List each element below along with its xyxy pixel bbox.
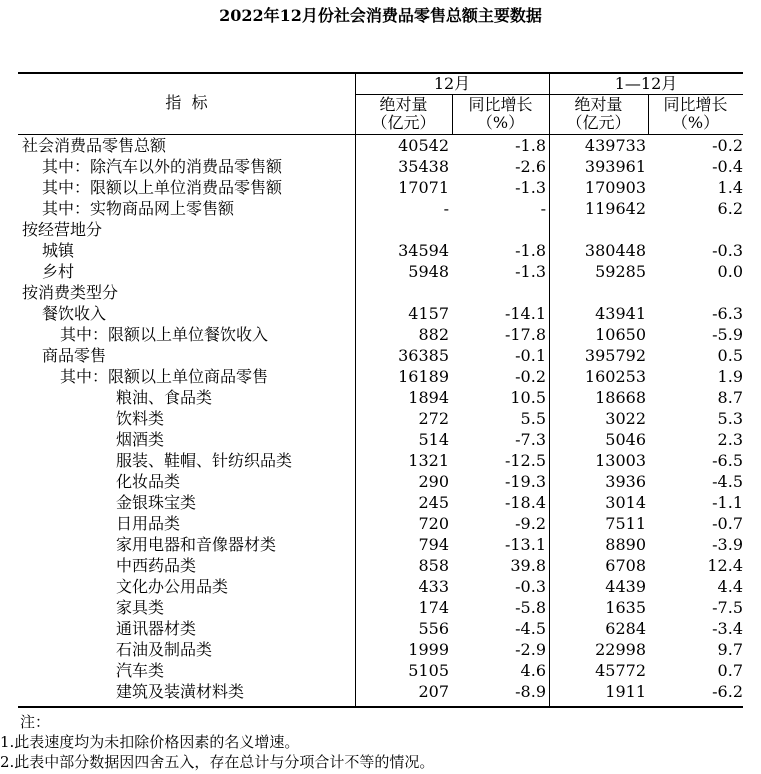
month-yoy-value: -19.3 [504, 472, 546, 491]
ytd-abs-value: 4439 [605, 577, 646, 596]
table-bottom-rule [18, 706, 743, 708]
ytd-abs-value: 45772 [595, 661, 646, 680]
month-abs-value: 5105 [408, 661, 449, 680]
ytd-yoy-value: -6.3 [712, 304, 743, 323]
month-abs-header-line1: 绝对量 [379, 95, 428, 114]
row-label: 烟酒类 [116, 430, 165, 449]
row-label: 石油及制品类 [116, 640, 213, 659]
ytd-abs-value: 395792 [584, 346, 646, 365]
ytd-abs-value: 59285 [595, 262, 646, 281]
table-row [0, 555, 761, 576]
ytd-abs-value: 380448 [584, 241, 646, 260]
row-label: 社会消费品零售总额 [22, 136, 167, 155]
month-yoy-value: -1.3 [515, 178, 546, 197]
ytd-abs-value: 10650 [595, 325, 646, 344]
month-yoy-value: -0.2 [515, 367, 546, 386]
ytd-yoy-value: 0.0 [717, 262, 743, 281]
month-yoy-value: -9.2 [515, 514, 546, 533]
month-yoy-value: 39.8 [510, 556, 546, 575]
table-row [0, 366, 761, 387]
row-label: 粮油、食品类 [116, 388, 213, 407]
ytd-abs-value: 5046 [605, 430, 646, 449]
table-row [0, 261, 761, 282]
table-row [0, 513, 761, 534]
month-abs-value: 36385 [398, 346, 449, 365]
row-label: 按消费类型分 [22, 283, 119, 302]
month-yoy-value: -0.1 [515, 346, 546, 365]
row-label: 日用品类 [116, 514, 181, 533]
row-label: 通讯器材类 [116, 619, 197, 638]
ytd-abs-value: 18668 [595, 388, 646, 407]
row-label: 饮料类 [116, 409, 165, 428]
table-row [0, 471, 761, 492]
month-yoy-header-line1: 同比增长 [468, 95, 533, 114]
month-yoy-value: -2.9 [515, 640, 546, 659]
month-abs-value: 514 [418, 430, 449, 449]
month-abs-value: 882 [418, 325, 449, 344]
ytd-yoy-value: -7.5 [712, 598, 743, 617]
month-yoy-value: -1.8 [515, 241, 546, 260]
month-abs-value: 1321 [408, 451, 449, 470]
month-yoy-value: 10.5 [510, 388, 546, 407]
ytd-abs-value: 3022 [605, 409, 646, 428]
month-yoy-value: 5.5 [520, 409, 546, 428]
table-row [0, 429, 761, 450]
month-abs-value: 858 [418, 556, 449, 575]
ytd-yoy-value: 5.3 [717, 409, 743, 428]
table-row [0, 240, 761, 261]
ytd-yoy-value: 1.9 [717, 367, 743, 386]
row-label: 城镇 [42, 241, 75, 260]
table-row [0, 618, 761, 639]
ytd-abs-value: 393961 [584, 157, 646, 176]
ytd-abs-value: 3936 [605, 472, 646, 491]
table-row [0, 387, 761, 408]
row-label: 建筑及装潢材料类 [116, 682, 245, 701]
row-label: 商品零售 [42, 346, 107, 365]
month-yoy-header [452, 96, 549, 132]
month-abs-value: 290 [418, 472, 449, 491]
month-abs-header-line2: （亿元） [371, 113, 436, 132]
ytd-yoy-value: 8.7 [717, 388, 743, 407]
table-row [0, 639, 761, 660]
month-yoy-value: -4.5 [515, 619, 546, 638]
ytd-abs-value: 43941 [595, 304, 646, 323]
month-yoy-value: -13.1 [504, 535, 546, 554]
month-yoy-value: -8.9 [515, 682, 546, 701]
ytd-yoy-header-line2: （%） [671, 113, 720, 132]
row-label: 其中：限额以上单位商品零售 [60, 367, 269, 386]
ytd-yoy-value: 4.4 [717, 577, 743, 596]
month-yoy-value: - [540, 199, 546, 218]
ytd-abs-value: 6708 [605, 556, 646, 575]
table-row [0, 681, 761, 702]
ytd-yoy-value: -6.2 [712, 682, 743, 701]
month-abs-value: 556 [418, 619, 449, 638]
month-yoy-value: -12.5 [504, 451, 546, 470]
footnote-item: 1.此表速度均为未扣除价格因素的名义增速。 [0, 733, 300, 751]
month-yoy-value: -1.3 [515, 262, 546, 281]
row-label: 化妆品类 [116, 472, 181, 491]
month-abs-value: 35438 [398, 157, 449, 176]
ytd-abs-value: 13003 [595, 451, 646, 470]
row-label: 文化办公用品类 [116, 577, 229, 596]
month-group-header: 12月 [433, 74, 471, 93]
row-label: 家用电器和音像器材类 [116, 535, 277, 554]
ytd-group-header: 1—12月 [614, 74, 678, 93]
ytd-yoy-value: -0.7 [712, 514, 743, 533]
row-label: 汽车类 [116, 661, 165, 680]
table-row [0, 534, 761, 555]
month-abs-value: 17071 [398, 178, 449, 197]
table-row [0, 303, 761, 324]
month-abs-value: 40542 [398, 136, 449, 155]
ytd-yoy-value: -4.5 [712, 472, 743, 491]
row-label: 服装、鞋帽、针纺织品类 [116, 451, 293, 470]
ytd-yoy-value: 0.5 [717, 346, 743, 365]
row-label: 餐饮收入 [42, 304, 107, 323]
footnote-heading: 注： [20, 713, 51, 731]
footnotes [0, 712, 435, 772]
table-row [0, 324, 761, 345]
row-label: 中西药品类 [116, 556, 197, 575]
row-label: 其中：除汽车以外的消费品零售额 [42, 157, 283, 176]
row-label: 金银珠宝类 [116, 493, 197, 512]
ytd-yoy-value: -0.3 [712, 241, 743, 260]
month-abs-value: 4157 [408, 304, 449, 323]
ytd-abs-header-line1: 绝对量 [574, 95, 623, 114]
ytd-abs-value: 3014 [605, 493, 646, 512]
ytd-abs-value: 119642 [584, 199, 646, 218]
ytd-abs-value: 22998 [595, 640, 646, 659]
table-title: 2022年12月份社会消费品零售总额主要数据 [219, 6, 542, 25]
table-row [0, 450, 761, 471]
ytd-yoy-value: 12.4 [707, 556, 743, 575]
ytd-yoy-value: -5.9 [712, 325, 743, 344]
month-yoy-header-line2: （%） [476, 113, 525, 132]
month-abs-header [355, 96, 452, 132]
month-abs-value: - [443, 199, 449, 218]
table-row [0, 660, 761, 681]
ytd-abs-header [549, 96, 648, 132]
indicator-header: 指 标 [165, 93, 208, 112]
ytd-yoy-value: -0.2 [712, 136, 743, 155]
month-yoy-value: -17.8 [504, 325, 546, 344]
month-abs-value: 720 [418, 514, 449, 533]
ytd-yoy-value: 0.7 [717, 661, 743, 680]
ytd-yoy-value: -3.9 [712, 535, 743, 554]
ytd-yoy-header-line1: 同比增长 [663, 95, 728, 114]
table-row [0, 492, 761, 513]
month-yoy-value: 4.6 [520, 661, 546, 680]
month-yoy-value: -7.3 [515, 430, 546, 449]
table-row [0, 177, 761, 198]
month-abs-value: 34594 [398, 241, 449, 260]
month-abs-value: 16189 [398, 367, 449, 386]
ytd-abs-value: 7511 [605, 514, 646, 533]
table-row [0, 597, 761, 618]
row-label: 其中：实物商品网上零售额 [42, 199, 235, 218]
ytd-abs-value: 170903 [584, 178, 646, 197]
month-yoy-value: -5.8 [515, 598, 546, 617]
table-row [0, 408, 761, 429]
ytd-yoy-value: 2.3 [717, 430, 743, 449]
table-row [0, 576, 761, 597]
ytd-abs-header-line2: （亿元） [566, 113, 631, 132]
table-row [0, 198, 761, 219]
month-abs-value: 794 [418, 535, 449, 554]
ytd-yoy-value: -6.5 [712, 451, 743, 470]
month-abs-value: 207 [418, 682, 449, 701]
row-label: 家具类 [116, 598, 165, 617]
month-abs-value: 1999 [408, 640, 449, 659]
row-label: 其中：限额以上单位消费品零售额 [42, 178, 283, 197]
ytd-abs-value: 8890 [605, 535, 646, 554]
ytd-abs-value: 439733 [584, 136, 646, 155]
row-label: 按经营地分 [22, 220, 103, 239]
month-abs-value: 5948 [408, 262, 449, 281]
month-yoy-value: -14.1 [504, 304, 546, 323]
table-row [0, 156, 761, 177]
month-abs-value: 245 [418, 493, 449, 512]
ytd-abs-value: 1911 [605, 682, 646, 701]
ytd-yoy-value: -3.4 [712, 619, 743, 638]
row-label: 乡村 [42, 262, 75, 281]
ytd-yoy-value: 1.4 [717, 178, 743, 197]
table-row [0, 345, 761, 366]
ytd-yoy-header [648, 96, 743, 132]
month-yoy-value: -18.4 [504, 493, 546, 512]
row-label: 其中：限额以上单位餐饮收入 [60, 325, 269, 344]
ytd-abs-value: 1635 [605, 598, 646, 617]
table-row [0, 219, 761, 240]
ytd-abs-value: 6284 [605, 619, 646, 638]
month-yoy-value: -0.3 [515, 577, 546, 596]
month-abs-value: 272 [418, 409, 449, 428]
month-abs-value: 433 [418, 577, 449, 596]
footnote-item: 2.此表中部分数据因四舍五入，存在总计与分项合计不等的情况。 [0, 753, 435, 771]
month-abs-value: 1894 [408, 388, 449, 407]
ytd-yoy-value: -1.1 [712, 493, 743, 512]
month-yoy-value: -1.8 [515, 136, 546, 155]
ytd-yoy-value: 9.7 [717, 640, 743, 659]
ytd-yoy-value: -0.4 [712, 157, 743, 176]
month-yoy-value: -2.6 [515, 157, 546, 176]
table-row [0, 135, 761, 156]
month-abs-value: 174 [418, 598, 449, 617]
table-row [0, 282, 761, 303]
ytd-abs-value: 160253 [584, 367, 646, 386]
ytd-yoy-value: 6.2 [717, 199, 743, 218]
